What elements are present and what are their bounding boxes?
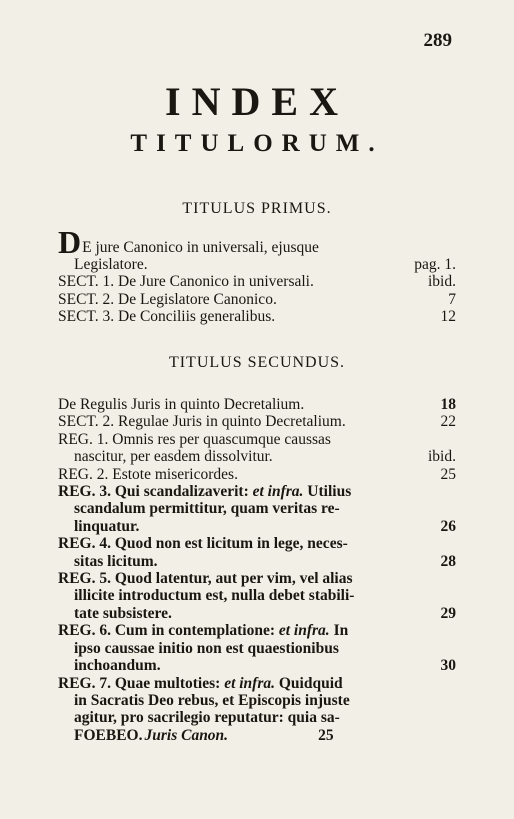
title-titulorum: TITULORUM.	[130, 130, 384, 157]
footer-signature-mark: FOEBEO.	[74, 726, 143, 744]
reg6-a2: In	[333, 622, 349, 640]
reg5-line-c: tate subsistere.	[74, 604, 172, 622]
intro-entry	[58, 224, 456, 260]
reg5-line-b: illicite introductum est, nulla debet stabili-	[74, 587, 355, 605]
regula-entry	[58, 396, 456, 413]
section-ref: ibid.	[428, 273, 456, 291]
reg3-a2: Utilius	[307, 483, 352, 501]
page-number: 289	[423, 30, 452, 51]
reg3-a1: REG. 3. Qui scandalizaverit:	[58, 483, 249, 501]
entry-ref: 18	[440, 396, 456, 413]
reg1-line-a: REG. 1. Omnis res per quascumque caussas	[58, 430, 331, 448]
footer-signature-number: 25	[318, 726, 334, 744]
reg6-line-b: ipso caussae initio non est quaestionibus	[74, 639, 339, 657]
intro-line2: Legislatore.	[74, 256, 148, 273]
entry-ref: 22	[440, 413, 456, 431]
entry-text: SECT. 2. Regulae Juris in quinto Decretalium.	[58, 413, 346, 431]
reg4-line-b: sitas licitum.	[74, 552, 158, 570]
reg3-entry	[58, 518, 456, 535]
reg7-line-a	[58, 675, 456, 692]
reg2-ref: 25	[440, 465, 456, 483]
reg4-entry	[58, 553, 456, 570]
intro-line1: E jure Canonico in universali, ejusque	[82, 238, 319, 256]
section-entry	[58, 308, 456, 325]
titulus-secundus-heading: TITULUS SECUNDUS.	[168, 354, 346, 371]
page-footer-signature	[58, 727, 456, 744]
reg1-entry	[58, 448, 456, 465]
reg7-line-c: agitur, pro sacrilegio reputatur: quia sa-	[74, 709, 340, 727]
footer-running-title: Juris Canon.	[144, 726, 229, 744]
section-ref: 7	[448, 290, 456, 308]
reg1-line-b: nascitur, per easdem dissolvitur.	[74, 448, 273, 466]
section-text: SECT. 2. De Legislatore Canonico.	[58, 290, 277, 308]
reg6-line-c: inchoandum.	[74, 657, 161, 675]
reg6-line-a	[58, 622, 456, 639]
titulus-primus-entries	[58, 224, 456, 326]
reg5-line-a: REG. 5. Quod latentur, aut per vim, vel alias	[58, 570, 353, 588]
section-entry	[58, 273, 456, 290]
titulus-secundus-entries	[58, 396, 456, 744]
reg2-entry	[58, 466, 456, 483]
reg6-entry	[58, 657, 456, 674]
dropcap: D	[58, 224, 82, 260]
reg4-line-a: REG. 4. Quod non est licitum in lege, neces-	[58, 535, 348, 553]
reg1-ref: ibid.	[428, 448, 456, 466]
reg3-line-a	[58, 483, 456, 500]
reg3-line-c: linquatur.	[74, 517, 140, 535]
reg6-a-italic: et infra.	[278, 622, 330, 640]
intro-ref: pag. 1.	[414, 256, 456, 273]
regula-entry	[58, 413, 456, 430]
section-entry	[58, 291, 456, 308]
section-ref: 12	[440, 308, 456, 326]
reg7-a1: REG. 7. Quae multoties:	[58, 674, 221, 692]
reg5-ref: 29	[440, 604, 456, 622]
title-index: INDEX	[165, 79, 349, 124]
section-text: SECT. 3. De Conciliis generalibus.	[58, 308, 276, 326]
reg3-a-italic: et infra.	[252, 483, 304, 501]
reg3-line-b: scandalum permittitur, quam veritas re-	[74, 500, 340, 518]
titulus-primus-heading: TITULUS PRIMUS.	[182, 200, 332, 217]
entry-text: De Regulis Juris in quinto Decretalium.	[58, 396, 305, 413]
reg6-ref: 30	[440, 657, 456, 675]
reg6-a1: REG. 6. Cum in contemplatione:	[58, 622, 275, 640]
reg7-a-italic: et infra.	[224, 674, 275, 692]
reg5-entry	[58, 605, 456, 622]
intro-entry-cont	[58, 256, 456, 273]
reg7-a2: Quidquid	[278, 674, 343, 692]
reg2-text: REG. 2. Estote misericordes.	[58, 465, 238, 483]
section-text: SECT. 1. De Jure Canonico in universali.	[58, 273, 314, 291]
reg7-line-b: in Sacratis Deo rebus, et Episcopis injuste	[74, 691, 350, 709]
reg4-ref: 28	[440, 552, 456, 570]
reg3-ref: 26	[440, 517, 456, 535]
